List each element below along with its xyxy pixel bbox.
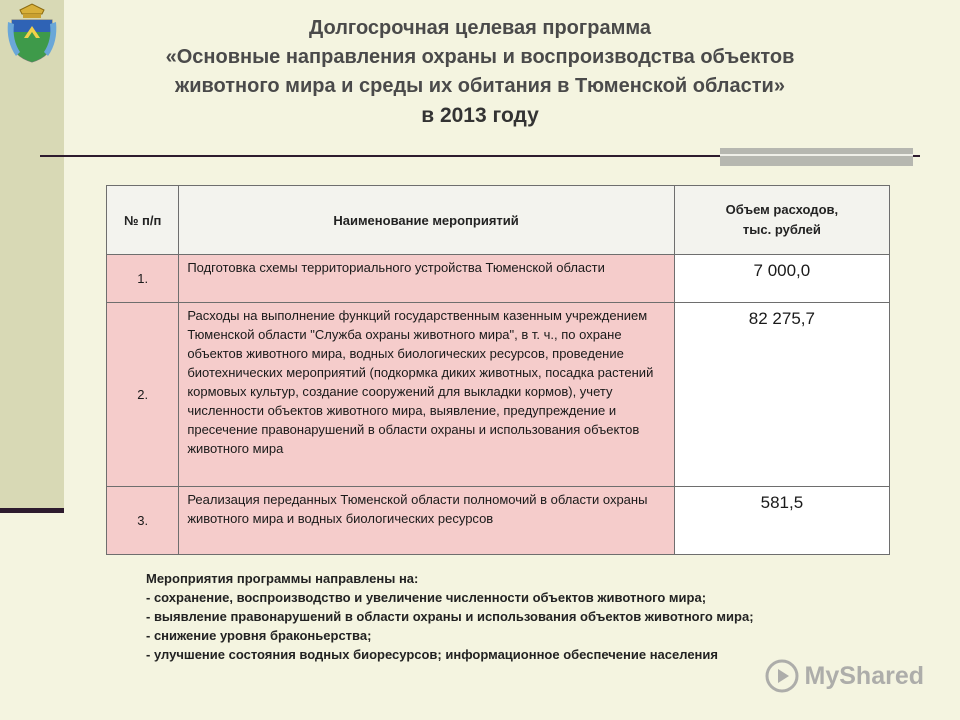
row-name: Расходы на выполнение функций государственным казенным учреждением Тюменской области "Служба охраны животного мира", в т. ч., по охране объектов животного мира, водных биологических ресурсов, проведение биотехнических мероприятий (подкормка диких животных, посадка растений кормовых культур, создание сооружений для выкладки кормов), учету численности объектов животного мира, выявление, предупреждение и пресечение правонарушений в области охраны и использования объектов животного мира bbox=[179, 303, 674, 487]
row-cost: 7 000,0 bbox=[674, 255, 889, 303]
row-number: 1. bbox=[107, 255, 179, 303]
watermark bbox=[765, 656, 924, 696]
title-line-2: «Основные направления охраны и воспроизводства объектов bbox=[165, 46, 795, 68]
left-band-underline bbox=[0, 508, 64, 513]
expenses-table bbox=[106, 185, 890, 555]
row-cost: 581,5 bbox=[674, 487, 889, 555]
myshared-logo-icon bbox=[765, 659, 799, 693]
goal-item: - сохранение, воспроизводство и увеличение численности объектов животного мира; bbox=[146, 590, 707, 605]
program-goals bbox=[146, 569, 866, 664]
title-line-1: Долгосрочная целевая программа bbox=[308, 17, 652, 39]
column-header-name: Наименование мероприятий bbox=[179, 186, 674, 255]
row-name: Подготовка схемы территориального устройства Тюменской области bbox=[179, 255, 674, 303]
goal-item: - снижение уровня браконьерства; bbox=[146, 628, 372, 643]
row-name: Реализация переданных Тюменской области полномочий в области охраны животного мира и водных биологических ресурсов bbox=[179, 487, 674, 555]
left-decorative-band bbox=[0, 0, 64, 510]
goals-intro: Мероприятия программы направлены на: bbox=[146, 571, 419, 586]
goal-item: - выявление правонарушений в области охраны и использования объектов животного мира; bbox=[146, 609, 754, 624]
row-number: 2. bbox=[107, 303, 179, 487]
title-line-3: животного мира и среды их обитания в Тюменской области» bbox=[175, 75, 785, 97]
title-year: в 2013 году bbox=[421, 104, 539, 127]
column-header-cost bbox=[674, 186, 889, 255]
table-row bbox=[107, 255, 890, 303]
goal-item: - улучшение состояния водных биоресурсов; информационное обеспечение населения bbox=[146, 647, 718, 662]
watermark-text: MyShared bbox=[804, 661, 924, 690]
table-header-row bbox=[107, 186, 890, 255]
table-row bbox=[107, 487, 890, 555]
page-title bbox=[80, 14, 880, 130]
row-number: 3. bbox=[107, 487, 179, 555]
row-cost: 82 275,7 bbox=[674, 303, 889, 487]
cost-header-line-1: Объем расходов, bbox=[725, 202, 839, 217]
title-divider-accent bbox=[720, 148, 913, 166]
column-header-number: № п/п bbox=[107, 186, 179, 255]
cost-header-line-2: тыс. рублей bbox=[742, 222, 821, 237]
tyumen-coat-of-arms-icon bbox=[6, 2, 58, 64]
table-row bbox=[107, 303, 890, 487]
